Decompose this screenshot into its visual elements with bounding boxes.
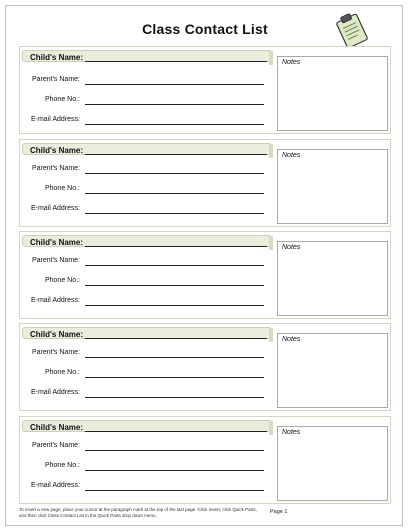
parent-name-label: Parent's Name:	[31, 442, 80, 449]
parent-name-field[interactable]	[85, 450, 264, 451]
notes-label: Notes	[282, 336, 301, 343]
child-name-label: Child's Name:	[30, 146, 84, 155]
child-name-field[interactable]	[85, 154, 267, 155]
email-label: E-mail Address:	[30, 205, 80, 212]
notes-box[interactable]	[277, 333, 388, 408]
notes-box[interactable]	[277, 241, 388, 316]
email-label: E-mail Address:	[30, 297, 80, 304]
phone-label: Phone No.:	[44, 185, 80, 192]
notes-box[interactable]	[277, 426, 388, 501]
parent-name-label: Parent's Name:	[31, 165, 80, 172]
email-label: E-mail Address:	[30, 389, 80, 396]
parent-name-label: Parent's Name:	[31, 257, 80, 264]
parent-name-label: Parent's Name:	[31, 76, 80, 83]
phone-label: Phone No.:	[44, 277, 80, 284]
notes-box[interactable]	[277, 149, 388, 224]
notes-label: Notes	[282, 244, 301, 251]
child-name-bar	[22, 50, 270, 62]
child-name-label: Child's Name:	[30, 238, 84, 247]
contact-entry-2	[19, 139, 391, 227]
child-name-field[interactable]	[85, 431, 267, 432]
email-field[interactable]	[85, 490, 264, 491]
email-label: E-mail Address:	[30, 116, 80, 123]
phone-label: Phone No.:	[44, 369, 80, 376]
page-title: Class Contact List	[142, 21, 268, 37]
child-name-field[interactable]	[85, 61, 267, 62]
clipboard-icon	[335, 12, 369, 50]
footer-instructions: To insert a new page, place your cursor at the paragraph mark at the top of the last page. Click Insert, click Quick Parts, and then click Class Contact List in the Quick Parts drop down menu.	[19, 507, 257, 518]
parent-name-label: Parent's Name:	[31, 349, 80, 356]
phone-label: Phone No.:	[44, 462, 80, 469]
child-name-bar	[22, 420, 270, 432]
email-field[interactable]	[85, 124, 264, 125]
notes-label: Notes	[282, 429, 301, 436]
notes-label: Notes	[282, 59, 301, 66]
phone-field[interactable]	[85, 104, 264, 105]
phone-field[interactable]	[85, 470, 264, 471]
child-name-label: Child's Name:	[30, 330, 84, 339]
contact-entry-1	[19, 46, 391, 134]
child-name-label: Child's Name:	[30, 423, 84, 432]
parent-name-field[interactable]	[85, 357, 264, 358]
notes-box[interactable]	[277, 56, 388, 131]
parent-name-field[interactable]	[85, 84, 264, 85]
child-name-field[interactable]	[85, 246, 267, 247]
email-field[interactable]	[85, 305, 264, 306]
contact-entry-4	[19, 323, 391, 411]
contact-entry-5	[19, 416, 391, 504]
phone-field[interactable]	[85, 377, 264, 378]
child-name-bar	[22, 143, 270, 155]
phone-label: Phone No.:	[44, 96, 80, 103]
child-name-field[interactable]	[85, 338, 267, 339]
email-label: E-mail Address:	[30, 482, 80, 489]
parent-name-field[interactable]	[85, 265, 264, 266]
phone-field[interactable]	[85, 193, 264, 194]
email-field[interactable]	[85, 213, 264, 214]
phone-field[interactable]	[85, 285, 264, 286]
child-name-label: Child's Name:	[30, 53, 84, 62]
email-field[interactable]	[85, 397, 264, 398]
notes-label: Notes	[282, 152, 301, 159]
child-name-bar	[22, 235, 270, 247]
child-name-bar	[22, 327, 270, 339]
parent-name-field[interactable]	[85, 173, 264, 174]
page-number: Page 1	[270, 509, 288, 515]
contact-entry-3	[19, 231, 391, 319]
